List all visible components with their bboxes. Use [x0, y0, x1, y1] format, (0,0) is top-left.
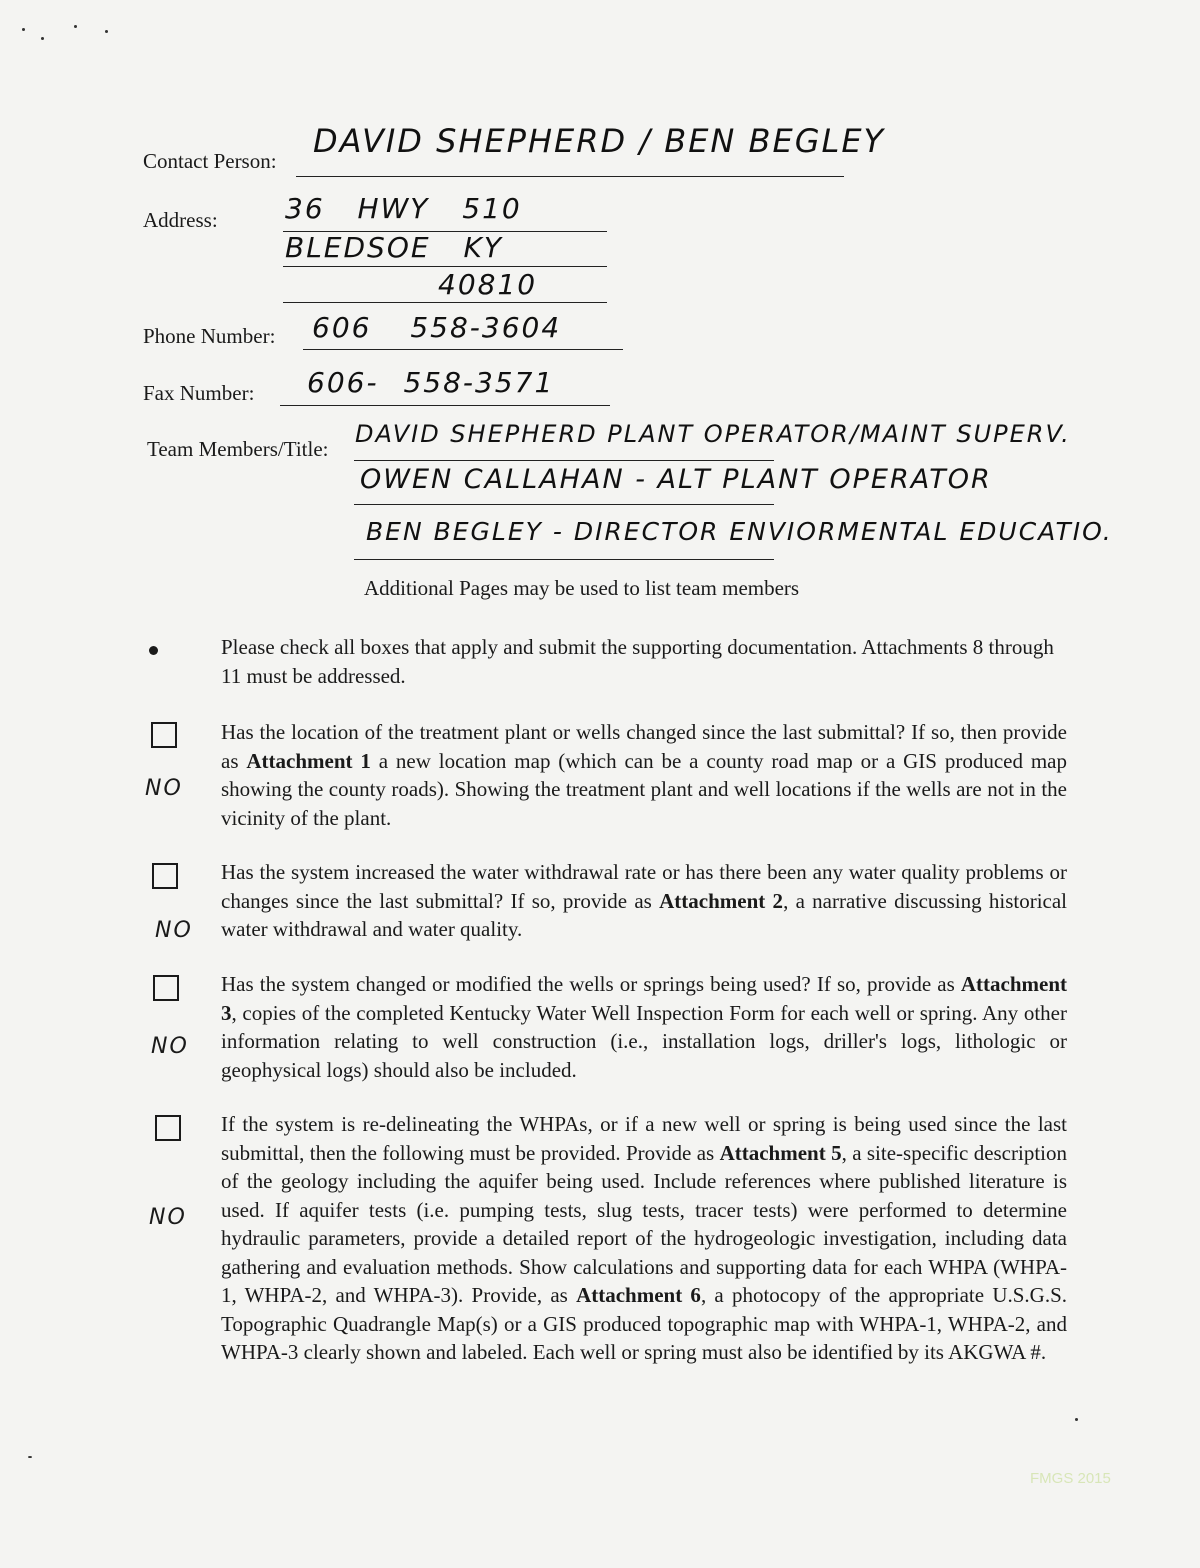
fax-value[interactable]: 606- 558-3571 — [307, 366, 555, 399]
address-line-3-value[interactable]: 40810 — [438, 268, 538, 301]
attachment-3-bold: Attachment 3 — [221, 972, 1067, 1025]
attachment-1-bold: Attachment 1 — [246, 748, 371, 773]
attachment-5-text-post: , a site-specific description of the geology including the aquifer being used. Include references where published literature is used. If aquifer tests (i.e. pumping tests, slug tests, tracer tests) were performed to determine hydraulic parameters, provide a detailed report of the hydrogeologic investigation, including data gathering and evaluation methods. Show calculations and supporting data for each WHPA (WHPA-1, WHPA-2, and WHPA-3). Provide, as — [221, 1140, 1068, 1307]
contact-person-value[interactable]: DAVID SHEPHERD / BEN BEGLEY — [313, 122, 886, 160]
team-line-2 — [354, 504, 774, 505]
address-line-2 — [283, 266, 607, 267]
fax-line — [280, 405, 610, 406]
attachment-5-6-question — [221, 1110, 1067, 1367]
additional-pages-note: Additional Pages may be used to list team members — [364, 576, 800, 600]
watermark: FMGS 2015 — [1030, 1470, 1111, 1487]
attachment-2-answer: NO — [155, 918, 193, 943]
attachment-5-text-pre: If the system is re-delineating the WHPAs, or if a new well or spring is being used since the last submittal, then the following must be provided. Provide as — [221, 1112, 1067, 1165]
address-label: Address: — [143, 208, 218, 232]
team-member-3[interactable]: BEN BEGLEY - DIRECTOR ENVIORMENTAL EDUCATIO. — [366, 517, 1113, 546]
attachment-6-text-post: , a photocopy of the appropriate U.S.G.S. Topographic Quadrangle Map(s) or a GIS produced topographic map with WHPA-1, WHPA-2, and WHPA-3 clearly shown and labeled. Each well or spring must also be identified by its AKGWA #. — [221, 1283, 1068, 1364]
attachment-3-checkbox[interactable] — [153, 975, 179, 1001]
attachment-5-6-answer: NO — [149, 1205, 187, 1230]
address-line-1-value[interactable]: 36 HWY 510 — [285, 192, 522, 225]
attachment-2-bold: Attachment 2 — [659, 888, 784, 913]
attachment-2-text-post: , a narrative discussing historical water withdrawal and water quality. — [221, 888, 1068, 941]
team-members-label: Team Members/Title: — [147, 437, 329, 461]
contact-person-label: Contact Person: — [143, 149, 277, 173]
attachment-3-text-pre: Has the system changed or modified the wells or springs being used? If so, provide as — [221, 972, 961, 996]
attachment-1-text-pre: Has the location of the treatment plant or wells changed since the last submittal? If so, then provide as — [221, 720, 1067, 773]
phone-value[interactable]: 606 558-3604 — [312, 311, 562, 344]
attachment-1-text-post: a new location map (which can be a county road map or a GIS produced map showing the county roads). Showing the treatment plant and well locations if the wells are not in the vicinity of the plant. — [221, 748, 1067, 830]
attachment-1-question — [221, 718, 1067, 832]
attachment-6-bold: Attachment 6 — [576, 1283, 701, 1307]
contact-person-line — [296, 176, 844, 177]
phone-line — [303, 349, 623, 350]
fax-label: Fax Number: — [143, 381, 255, 405]
attachment-1-answer: NO — [145, 776, 183, 801]
attachment-3-text-post: , copies of the completed Kentucky Water Well Inspection Form for each well or spring. Any other information relating to well construction (i.e., installation logs, driller's logs, lithologic or geophysical logs) should also be included. — [221, 1000, 1067, 1082]
speck — [28, 1456, 32, 1458]
team-member-2[interactable]: OWEN CALLAHAN - ALT PLANT OPERATOR — [360, 464, 992, 495]
attachment-3-answer: NO — [151, 1034, 189, 1059]
attachment-1-checkbox[interactable] — [151, 722, 177, 748]
address-line-2-value[interactable]: BLEDSOE KY — [285, 231, 503, 264]
attachment-2-question — [221, 858, 1067, 944]
instructions-text: Please check all boxes that apply and submit the supporting documentation. Attachments 8 through 11 must be addressed. — [221, 635, 1054, 688]
team-line-3 — [354, 559, 774, 560]
speck — [74, 25, 77, 28]
attachment-5-6-checkbox[interactable] — [155, 1115, 181, 1141]
speck — [105, 30, 108, 33]
team-line-1 — [354, 460, 774, 461]
bullet — [149, 646, 158, 655]
attachment-3-question — [221, 970, 1067, 1084]
address-line-3 — [283, 302, 607, 303]
speck — [22, 28, 25, 31]
attachment-2-text-pre: Has the system increased the water withdrawal rate or has there been any water quality problems or changes since the last submittal? If so, provide as — [221, 860, 1067, 913]
speck — [1075, 1418, 1078, 1421]
attachment-2-checkbox[interactable] — [152, 863, 178, 889]
phone-label: Phone Number: — [143, 324, 276, 348]
speck — [41, 37, 44, 40]
team-member-1[interactable]: DAVID SHEPHERD PLANT OPERATOR/MAINT SUPERV. — [355, 420, 1071, 448]
attachment-5-bold: Attachment 5 — [719, 1140, 842, 1165]
